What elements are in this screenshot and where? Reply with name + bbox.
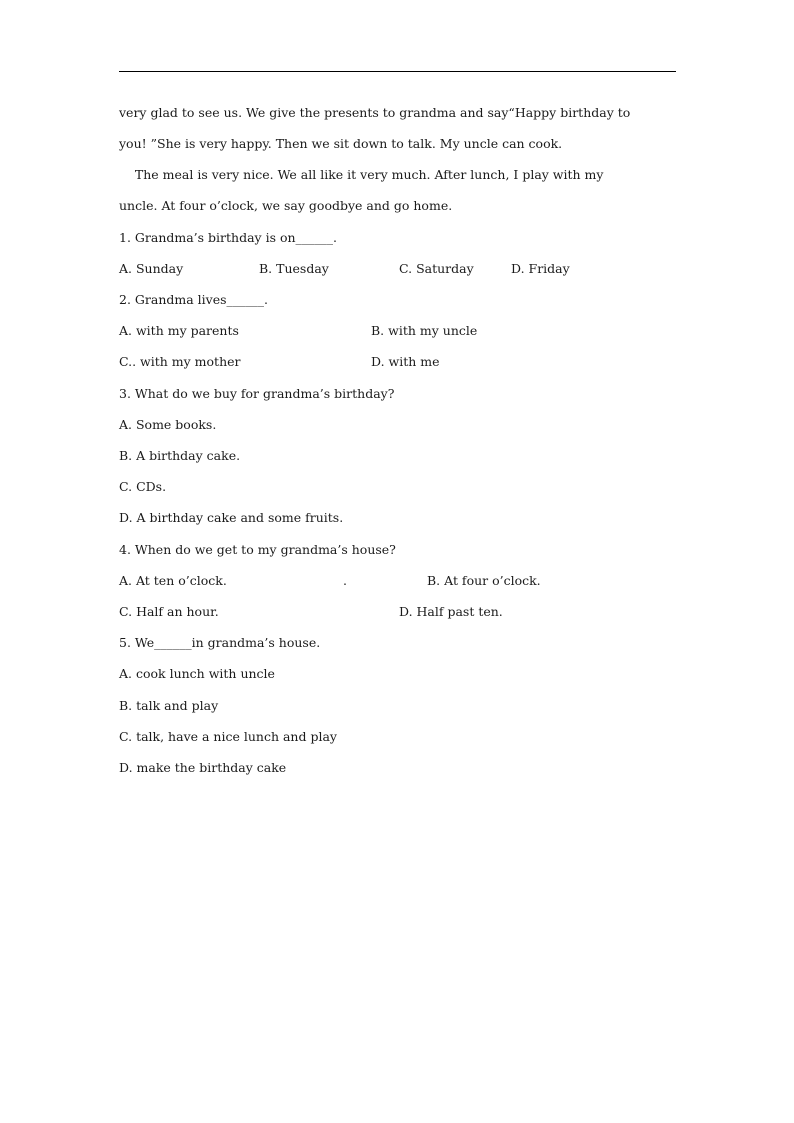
header-rule — [119, 71, 676, 72]
question-3-option-d: D. A birthday cake and some fruits. — [119, 510, 344, 525]
question-4-stray-dot: . — [343, 573, 347, 588]
question-1-option-d: D. Friday — [511, 261, 570, 276]
question-3-stem: 3. What do we buy for grandma’s birthday? — [119, 386, 395, 401]
question-5-option-c: C. talk, have a nice lunch and play — [119, 729, 337, 744]
passage-line-3: The meal is very nice. We all like it very much. After lunch, I play with my — [119, 167, 604, 182]
question-4-option-d: D. Half past ten. — [399, 604, 503, 619]
passage-line-1: very glad to see us. We give the presents to grandma and say“Happy birthday to — [119, 105, 631, 120]
question-2-option-b: B. with my uncle — [371, 323, 478, 338]
question-4-option-c: C. Half an hour. — [119, 604, 219, 619]
question-1-option-a: A. Sunday — [119, 261, 184, 276]
question-2-option-c: C.. with my mother — [119, 354, 241, 369]
question-5-stem: 5. We______in grandma’s house. — [119, 635, 321, 650]
passage-line-2: you! ”She is very happy. Then we sit down to talk. My uncle can cook. — [119, 136, 563, 151]
passage-line-4: uncle. At four o’clock, we say goodbye and go home. — [119, 198, 453, 213]
question-1-stem: 1. Grandma’s birthday is on______. — [119, 230, 338, 245]
question-2-stem: 2. Grandma lives______. — [119, 292, 268, 307]
question-2-option-a: A. with my parents — [119, 323, 239, 338]
question-3-option-c: C. CDs. — [119, 479, 167, 494]
question-5-option-b: B. talk and play — [119, 698, 219, 713]
question-4-stem: 4. When do we get to my grandma’s house? — [119, 542, 396, 557]
question-5-option-a: A. cook lunch with uncle — [119, 666, 275, 681]
question-5-option-d: D. make the birthday cake — [119, 760, 287, 775]
question-4-option-a: A. At ten o’clock. — [119, 573, 227, 588]
question-4-option-b: B. At four o’clock. — [427, 573, 541, 588]
question-1-option-b: B. Tuesday — [259, 261, 329, 276]
question-2-option-d: D. with me — [371, 354, 440, 369]
question-3-option-b: B. A birthday cake. — [119, 448, 241, 463]
question-1-option-c: C. Saturday — [399, 261, 474, 276]
question-3-option-a: A. Some books. — [119, 417, 217, 432]
